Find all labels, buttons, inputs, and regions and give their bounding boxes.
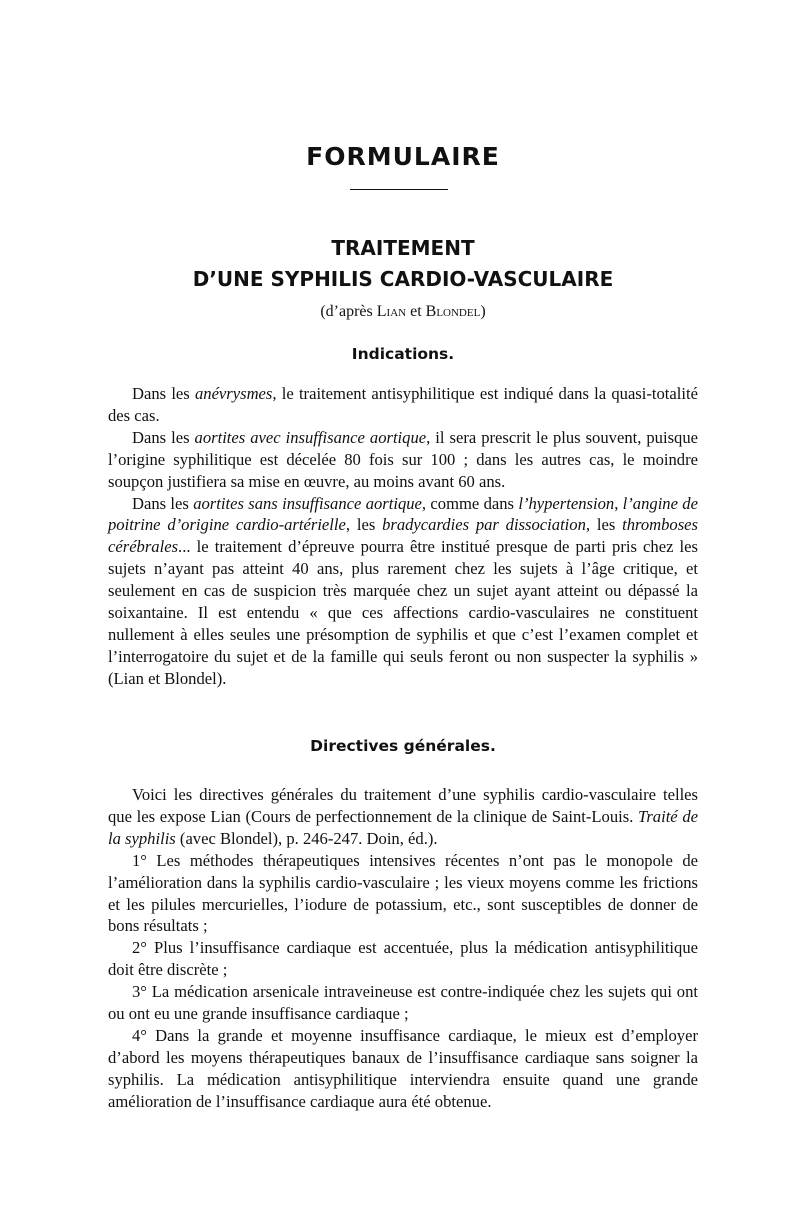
attribution-open: (d’après: [320, 303, 377, 320]
author-lian: Lian: [376, 303, 407, 320]
title-line-1: TRAITEMENT: [331, 236, 475, 260]
author-blondel: Blondel: [425, 303, 481, 320]
italic-term: l’angine de poitrine d’origine cardio-artérielle: [108, 493, 698, 535]
directives-body: [108, 784, 698, 1113]
italic-title: Traité de la syphilis: [108, 806, 698, 848]
title-divider: [350, 189, 448, 190]
running-title: FORMULAIRE: [306, 142, 500, 171]
italic-term: aortites sans insuffisance aortique: [193, 493, 422, 513]
italic-term: bradycardies par dissociation: [382, 515, 586, 535]
attribution-close: ): [480, 303, 486, 320]
numbered-item-1: 1° Les méthodes thérapeutiques intensives récentes n’ont pas le monopole de l’amélioration dans la syphilis cardio-vasculaire ; les vieux moyens comme les frictions et les pilules mercurielles, l’iodure de potassium, etc., sont susceptibles de donner de bons résultats ;: [108, 850, 698, 936]
text-run: Dans les: [132, 427, 195, 447]
text-run: , comme dans: [421, 493, 519, 513]
text-run: ,: [614, 493, 623, 513]
italic-term: l’hypertension: [518, 493, 615, 513]
paragraph: [108, 493, 698, 690]
paragraph: [108, 427, 698, 493]
text-run: Voici les directives générales du traitement d’une syphilis cardio-vasculaire telles que les expose Lian (Cours de perfectionnement de la clinique de Saint-Louis.: [108, 785, 698, 826]
paragraph: [108, 784, 698, 850]
attribution: [108, 303, 698, 321]
text-run: Dans les: [132, 384, 195, 403]
italic-term: thromboses cérébrales: [108, 515, 698, 557]
text-run: (avec Blondel), p. 246-247. Doin, éd.).: [175, 828, 438, 848]
attribution-and: et: [406, 303, 426, 320]
italic-term: anévrysmes: [194, 384, 273, 403]
numbered-item-3: 3° La médication arsenicale intraveineuse est contre-indiquée chez les sujets qui ont ou ont eu une grande insuffisance cardiaque ;: [108, 982, 698, 1024]
section-heading-indications: Indications.: [351, 345, 455, 363]
text-run: ... le traitement d’épreuve pourra être institué presque de parti pris chez les sujets n’ayant pas atteint 40 ans, plus rarement chez les sujets à l’âge critique, et seulement en cas de suspicion très marquée chez un sujet ayant atteint ou dépassé la soixantaine. Il est entendu « que ces affections cardio-vasculaires ne constituent nullement à elles seules une présomption de syphilis et que c’est l’examen complet et l’interrogatoire du sujet et de la famille qui seuls feront ou non suspecter la syphilis » (Lian et Blondel).: [108, 537, 698, 688]
text-run: , il sera prescrit le plus souvent, puisque l’origine syphilitique est décelée 80 fois sur 100 ; dans les autres cas, le moindre soupçon justifiera sa mise en œuvre, au moins avant 60 ans.: [108, 427, 698, 491]
indications-body: [108, 383, 698, 690]
italic-term: aortites avec insuffisance aortique: [194, 427, 427, 447]
text-run: , les: [585, 515, 623, 535]
numbered-item-2: 2° Plus l’insuffisance cardiaque est accentuée, plus la médication antisyphilitique doit être discrète ;: [108, 938, 698, 980]
text-run: , le traitement antisyphilitique est indiqué dans la quasi-totalité des cas.: [108, 384, 698, 425]
text-run: , les: [345, 515, 383, 535]
text-run: Dans les: [132, 493, 194, 513]
section-heading-directives: Directives générales.: [310, 737, 496, 755]
paragraph: [108, 383, 698, 427]
title-line-2: D’UNE SYPHILIS CARDIO-VASCULAIRE: [192, 267, 614, 291]
numbered-item-4: 4° Dans la grande et moyenne insuffisance cardiaque, le mieux est d’employer d’abord les moyens thérapeutiques banaux de l’insuffisance cardiaque sans soigner la syphilis. La médication antisyphilitique interviendra ensuite quand une grande amélioration de l’insuffisance cardiaque aura été obtenue.: [108, 1025, 698, 1111]
